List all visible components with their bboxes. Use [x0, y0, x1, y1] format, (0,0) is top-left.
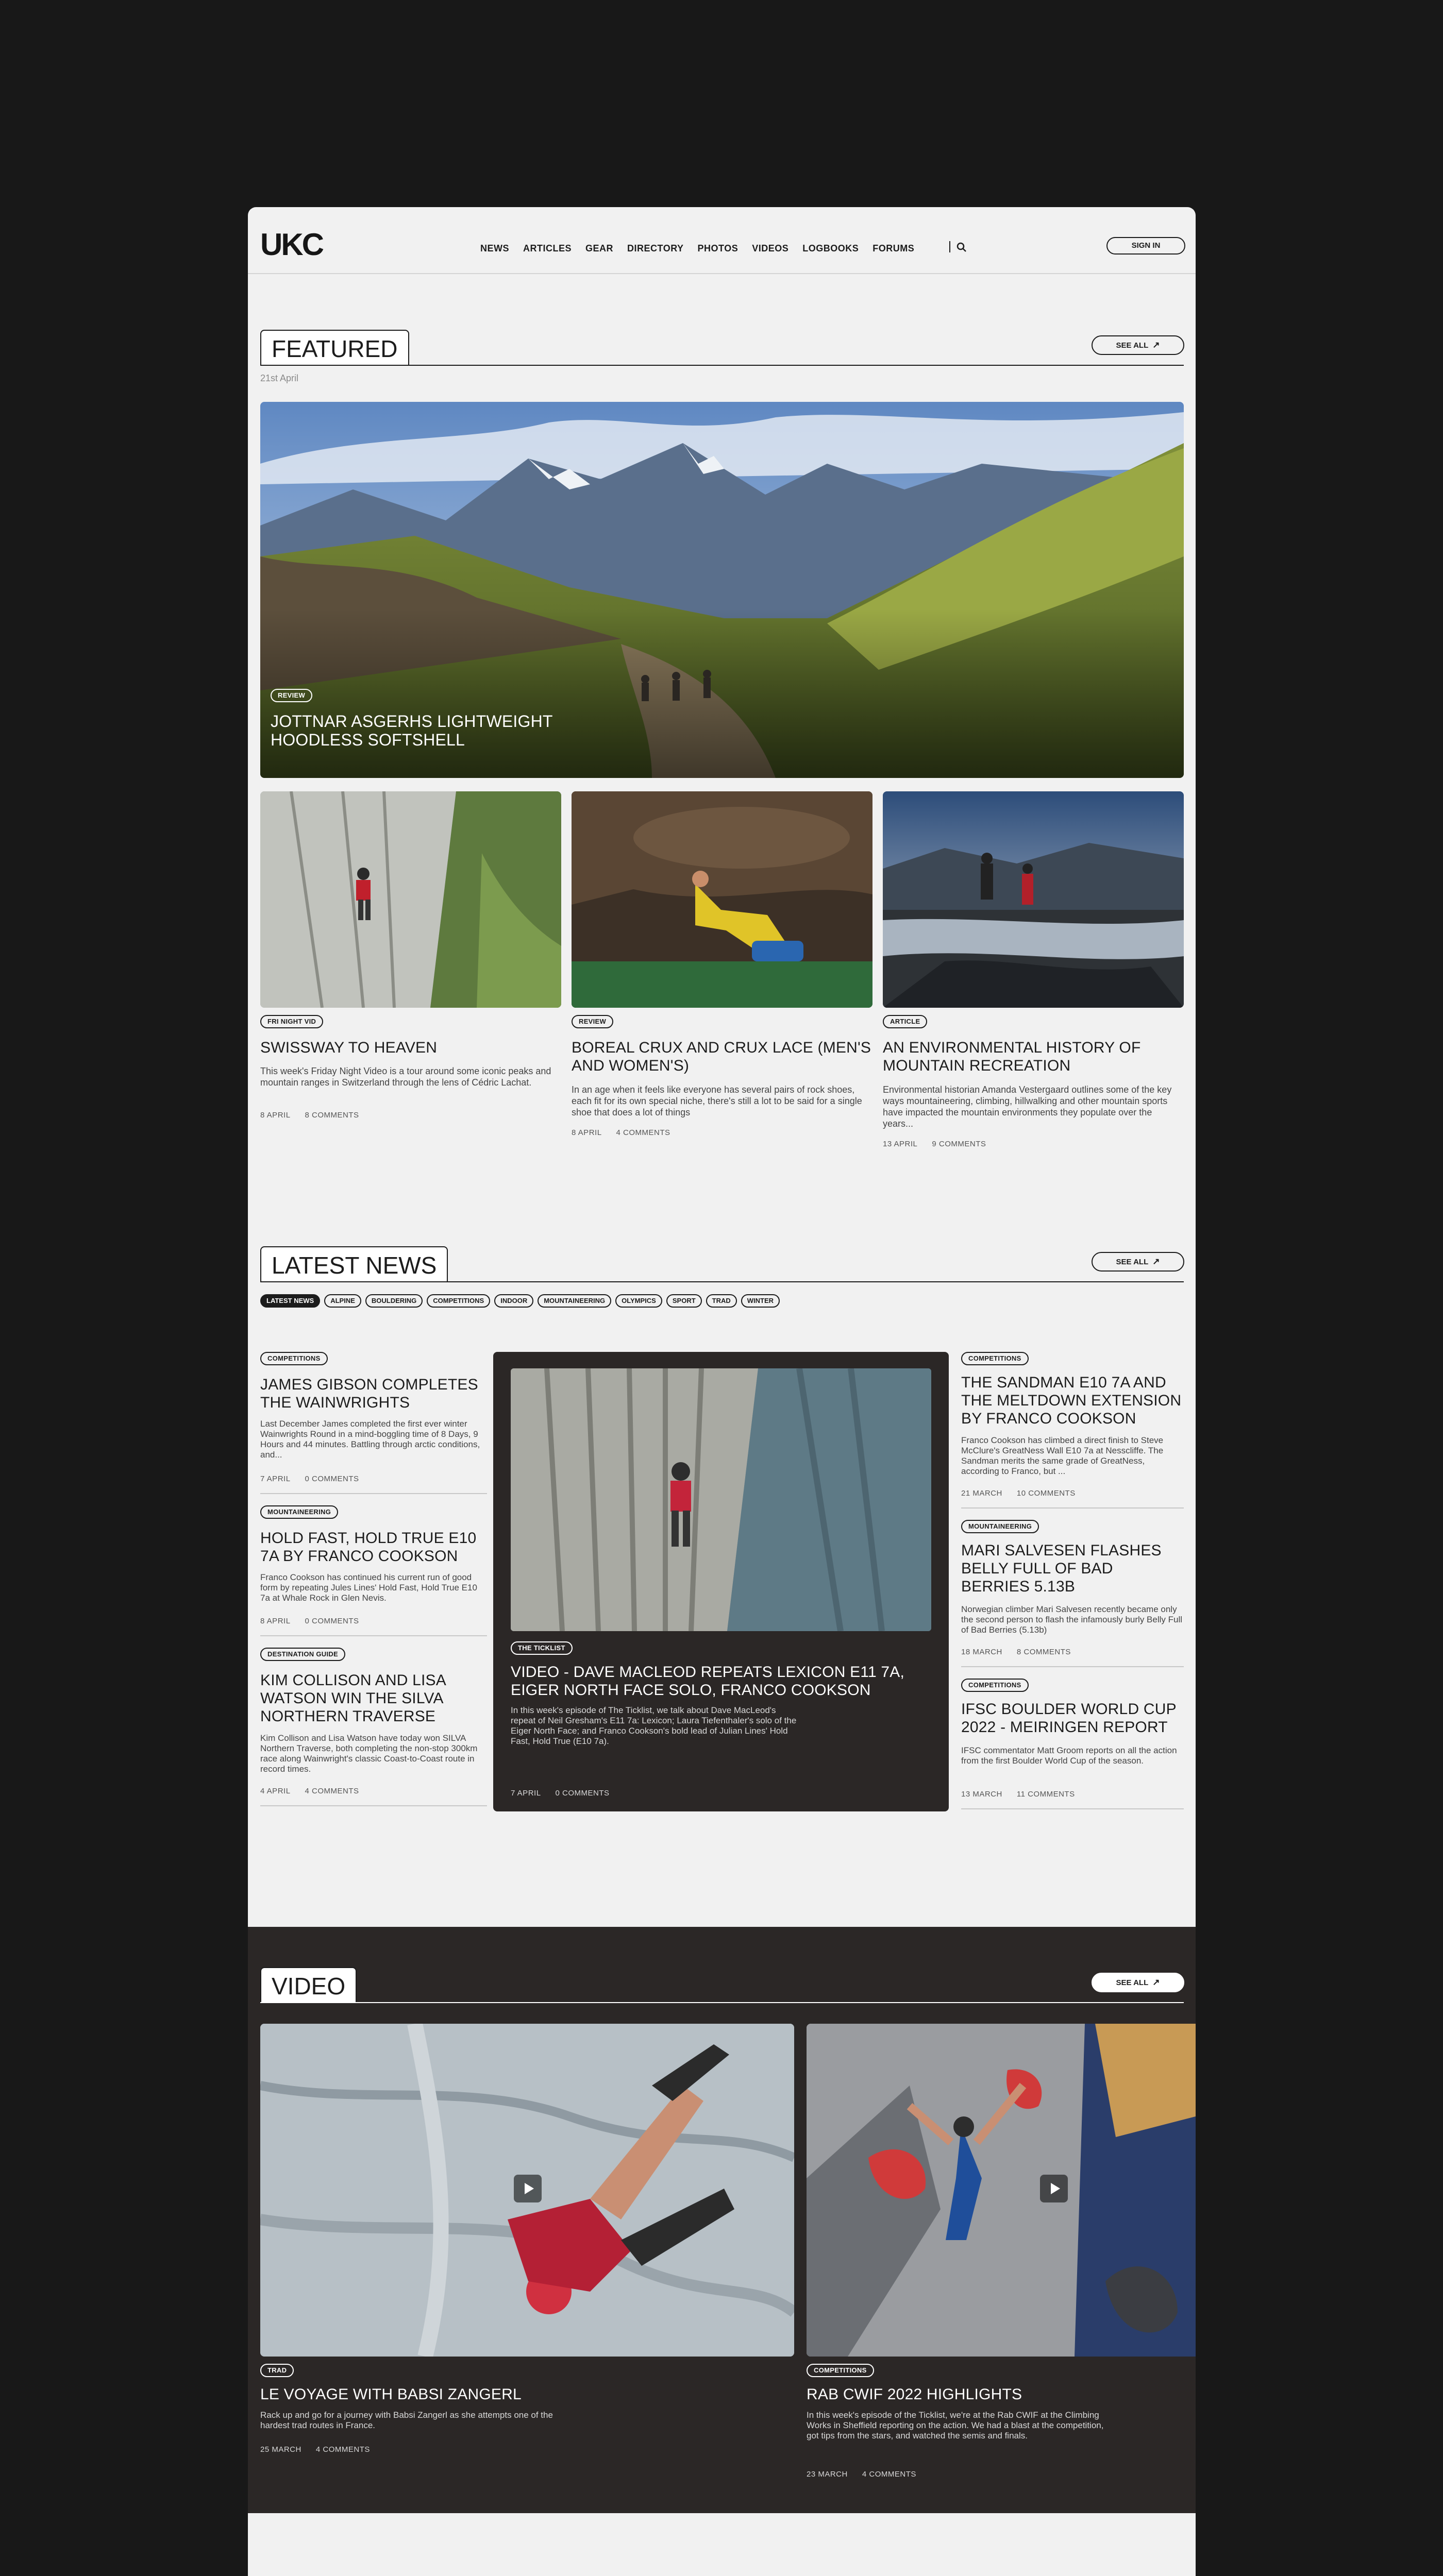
news-left-title-1[interactable]: JAMES GIBSON COMPLETES THE WAINWRIGHTS: [260, 1376, 478, 1411]
news-right-title-2[interactable]: MARI SALVESEN FLASHES BELLY FULL OF BAD BERRIES 5.13B: [961, 1542, 1162, 1595]
news-right-title-1[interactable]: THE SANDMAN E10 7A AND THE MELTDOWN EXTENSION BY FRANCO COOKSON: [961, 1374, 1182, 1427]
filter-alpine[interactable]: ALPINE: [324, 1294, 361, 1308]
featured-card-tag-3[interactable]: ARTICLE: [883, 1015, 927, 1028]
walkers-lake-photo: [883, 791, 1184, 1008]
main-nav: [480, 243, 928, 254]
card-date: 7 APRIL: [511, 1789, 541, 1798]
filter-mountaineering[interactable]: MOUNTAINEERING: [538, 1294, 611, 1308]
card-comments[interactable]: 9 COMMENTS: [932, 1140, 986, 1148]
video-tag-2[interactable]: COMPETITIONS: [807, 2364, 874, 2377]
nav-articles[interactable]: ARTICLES: [523, 243, 572, 253]
news-left-meta-1: [260, 1475, 374, 1483]
news-divider: [260, 1493, 487, 1494]
news-right-tag-3[interactable]: COMPETITIONS: [961, 1679, 1029, 1692]
rock-climber-photo: [511, 1368, 931, 1631]
featured-card-tag-2[interactable]: REVIEW: [572, 1015, 613, 1028]
filter-bouldering[interactable]: BOULDERING: [365, 1294, 423, 1308]
video-see-all-button[interactable]: [1092, 1973, 1184, 1992]
card-date: 8 APRIL: [260, 1617, 291, 1625]
card-comments[interactable]: 0 COMMENTS: [305, 1475, 359, 1483]
news-divider: [961, 1808, 1184, 1809]
news-right-tag-1[interactable]: COMPETITIONS: [961, 1352, 1029, 1365]
featured-card-desc-2: In an age when it feels like everyone has several pairs of rock shoes, each fit for its own special niche, there's still a lot to be said for a single shoe that does a lot of things: [572, 1084, 862, 1117]
card-date: 18 MARCH: [961, 1648, 1002, 1656]
news-left-desc-3: Kim Collison and Lisa Watson have today won SILVA Northern Traverse, both completing the non-stop 300km race along Wainwright's classic Coast-to-Coast route in record times.: [260, 1733, 478, 1774]
news-left-desc-1: Last December James completed the first ever winter Wainwrights Round in a mind-boggling time of 8 Days, 9 Hours and 44 minutes. Battling through arctic conditions, and...: [260, 1419, 480, 1460]
arrow-up-right-icon: ↗: [1152, 1257, 1160, 1266]
card-comments[interactable]: 4 COMMENTS: [315, 2445, 370, 2454]
card-comments[interactable]: 4 COMMENTS: [616, 1128, 670, 1137]
featured-date: 21st April: [260, 373, 299, 383]
featured-card-meta-3: [883, 1140, 1000, 1148]
card-date: 21 MARCH: [961, 1489, 1002, 1498]
video-tag-1[interactable]: TRAD: [260, 2364, 294, 2377]
filter-trad[interactable]: TRAD: [706, 1294, 737, 1308]
news-right-title-3[interactable]: IFSC BOULDER WORLD CUP 2022 - MEIRINGEN REPORT: [961, 1701, 1177, 1736]
nav-divider: [949, 241, 950, 252]
card-comments[interactable]: 4 COMMENTS: [862, 2470, 916, 2479]
play-icon[interactable]: [1040, 2175, 1068, 2202]
card-date: 8 APRIL: [572, 1128, 602, 1137]
news-feature-meta: [511, 1789, 624, 1798]
card-comments[interactable]: 10 COMMENTS: [1016, 1489, 1076, 1498]
filter-competitions[interactable]: COMPETITIONS: [427, 1294, 490, 1308]
news-divider: [961, 1666, 1184, 1667]
featured-card-title-3[interactable]: AN ENVIRONMENTAL HISTORY OF MOUNTAIN RECREATION: [883, 1039, 1141, 1074]
news-left-tag-1[interactable]: COMPETITIONS: [260, 1352, 328, 1365]
filter-sport[interactable]: SPORT: [666, 1294, 702, 1308]
featured-card-title-2[interactable]: BOREAL CRUX AND CRUX LACE (MEN'S AND WOMEN'S): [572, 1039, 871, 1074]
video-meta-1: [260, 2445, 384, 2454]
featured-rule: [260, 365, 1184, 366]
news-right-meta-3: [961, 1790, 1089, 1799]
news-right-desc-1: Franco Cookson has climbed a direct finish to Steve McClure's GreatNess Wall E10 7a at Nesscliffe. The Sandman merits the same grade of GreatNess, according to Franco, but ...: [961, 1435, 1164, 1476]
video-thumbnail-2[interactable]: [807, 2024, 1196, 2357]
see-all-label: SEE ALL: [1116, 341, 1149, 350]
news-left-title-3[interactable]: KIM COLLISON AND LISA WATSON WIN THE SILVA NORTHERN TRAVERSE: [260, 1672, 446, 1725]
card-comments[interactable]: 0 COMMENTS: [555, 1789, 610, 1798]
card-comments[interactable]: 8 COMMENTS: [305, 1111, 359, 1120]
see-all-label: SEE ALL: [1116, 1258, 1149, 1266]
card-date: 25 MARCH: [260, 2445, 301, 2454]
news-left-title-2[interactable]: HOLD FAST, HOLD TRUE E10 7A BY FRANCO COOKSON: [260, 1530, 477, 1565]
featured-heading: FEATURED: [260, 330, 409, 365]
news-feature-tag[interactable]: THE TICKLIST: [511, 1641, 573, 1655]
arrow-up-right-icon: ↗: [1152, 1977, 1160, 1987]
card-comments[interactable]: 8 COMMENTS: [1016, 1648, 1071, 1656]
card-date: 13 MARCH: [961, 1790, 1002, 1799]
nav-videos[interactable]: VIDEOS: [752, 243, 789, 253]
news-divider: [961, 1507, 1184, 1509]
card-comments[interactable]: 4 COMMENTS: [305, 1787, 359, 1795]
news-right-meta-2: [961, 1648, 1085, 1656]
filter-olympics[interactable]: OLYMPICS: [615, 1294, 662, 1308]
card-date: 4 APRIL: [260, 1787, 291, 1795]
card-comments[interactable]: 0 COMMENTS: [305, 1617, 359, 1625]
featured-card-meta-2: [572, 1128, 685, 1137]
featured-card-desc-3: Environmental historian Amanda Vestergaard outlines some of the key ways mountaineering, climbing, hillwalking and other mountain sports have impacted the mountain environments they populate over the years...: [883, 1084, 1172, 1129]
news-right-meta-1: [961, 1489, 1090, 1498]
featured-card-title-1[interactable]: SWISSWAY TO HEAVEN: [260, 1039, 438, 1056]
news-right-desc-3: IFSC commentator Matt Groom reports on all the action from the first Boulder World Cup of the season.: [961, 1745, 1177, 1766]
card-date: 8 APRIL: [260, 1111, 291, 1120]
news-left-tag-2[interactable]: MOUNTAINEERING: [260, 1505, 338, 1519]
video-desc-2: In this week's episode of the Ticklist, we're at the Rab CWIF at the Climbing Works in Sheffield reporting on the action. We had a blast at the competition, got tips from the stars, and watched the semis and finals.: [807, 2410, 1104, 2441]
site-header: [248, 207, 1196, 274]
filter-indoor[interactable]: INDOOR: [494, 1294, 533, 1308]
latest-news-see-all-button[interactable]: [1092, 1252, 1184, 1272]
nav-news[interactable]: NEWS: [480, 243, 509, 253]
featured-card-image-3[interactable]: [883, 791, 1184, 1008]
card-date: 13 APRIL: [883, 1140, 918, 1148]
card-date: 23 MARCH: [807, 2470, 848, 2479]
climber-cliff-photo: [260, 791, 561, 1008]
video-heading: VIDEO: [260, 1967, 357, 2002]
play-icon[interactable]: [514, 2175, 542, 2202]
filter-latest-news[interactable]: LATEST NEWS: [260, 1294, 320, 1308]
nav-forums[interactable]: FORUMS: [872, 243, 915, 253]
boulder-climber-photo: [572, 791, 872, 1008]
arrow-up-right-icon: ↗: [1152, 340, 1160, 350]
filter-winter[interactable]: WINTER: [741, 1294, 780, 1308]
news-feature-image[interactable]: [511, 1368, 931, 1631]
nav-directory[interactable]: DIRECTORY: [627, 243, 684, 253]
news-left-meta-2: [260, 1617, 374, 1625]
card-comments[interactable]: 11 COMMENTS: [1016, 1790, 1075, 1799]
search-icon[interactable]: [957, 242, 967, 252]
news-left-desc-2: Franco Cookson has continued his current run of good form by repeating Jules Lines' Hold Fast, Hold True E10 7a at Whale Rock in Glen Nevis.: [260, 1572, 477, 1603]
latest-news-rule: [260, 1281, 1184, 1282]
news-feature-title[interactable]: VIDEO - DAVE MACLEOD REPEATS LEXICON E11 7A, EIGER NORTH FACE SOLO, FRANCO COOKSON: [511, 1664, 905, 1699]
page: [248, 207, 1196, 2576]
news-left-meta-3: [260, 1787, 374, 1795]
nav-photos[interactable]: PHOTOS: [697, 243, 739, 253]
video-rule: [260, 2002, 1184, 2003]
news-divider: [260, 1805, 487, 1806]
featured-card-image-2[interactable]: [572, 791, 872, 1008]
featured-card-meta-1: [260, 1111, 374, 1120]
news-right-tag-2[interactable]: MOUNTAINEERING: [961, 1520, 1039, 1533]
news-feature-desc: In this week's episode of The Ticklist, we talk about Dave MacLeod's repeat of Neil Gresham's E11 7a: Lexicon; Laura Tiefenthaler's solo of the Eiger North Face; and Franco Cookson's bold lead of Julian Lines' Hold Fast, Hold True (E10 7a).: [511, 1705, 797, 1746]
featured-see-all-button[interactable]: [1092, 335, 1184, 355]
featured-card-tag-1[interactable]: FRI NIGHT VID: [260, 1015, 323, 1028]
video-title-2[interactable]: RAB CWIF 2022 HIGHLIGHTS: [807, 2386, 1022, 2403]
featured-hero-title[interactable]: JOTTNAR ASGERHS LIGHTWEIGHT HOODLESS SOFTSHELL: [271, 712, 553, 749]
news-right-desc-2: Norwegian climber Mari Salvesen recently became only the second person to flash the infamously burly Belly Full of Bad Berries (5.13b): [961, 1604, 1183, 1635]
latest-news-filters: [260, 1294, 780, 1308]
featured-hero-tag[interactable]: REVIEW: [271, 689, 312, 702]
featured-card-image-1[interactable]: [260, 791, 561, 1008]
video-title-1[interactable]: LE VOYAGE WITH BABSI ZANGERL: [260, 2386, 522, 2403]
nav-gear[interactable]: GEAR: [585, 243, 614, 253]
see-all-label: SEE ALL: [1116, 1978, 1149, 1987]
nav-logbooks[interactable]: LOGBOOKS: [802, 243, 859, 253]
video-desc-1: Rack up and go for a journey with Babsi Zangerl as she attempts one of the hardest trad routes in France.: [260, 2410, 553, 2430]
latest-news-heading: LATEST NEWS: [260, 1246, 448, 1281]
video-meta-2: [807, 2470, 931, 2479]
sign-in-button[interactable]: SIGN IN: [1106, 237, 1185, 255]
site-logo[interactable]: UKC: [260, 227, 323, 262]
news-divider: [260, 1635, 487, 1636]
news-left-tag-3[interactable]: DESTINATION GUIDE: [260, 1648, 345, 1661]
competition-climber-photo: [807, 2024, 1196, 2357]
card-date: 7 APRIL: [260, 1475, 291, 1483]
featured-card-desc-1: This week's Friday Night Video is a tour around some iconic peaks and mountain ranges in Switzerland through the lens of Cédric Lachat.: [260, 1066, 551, 1088]
